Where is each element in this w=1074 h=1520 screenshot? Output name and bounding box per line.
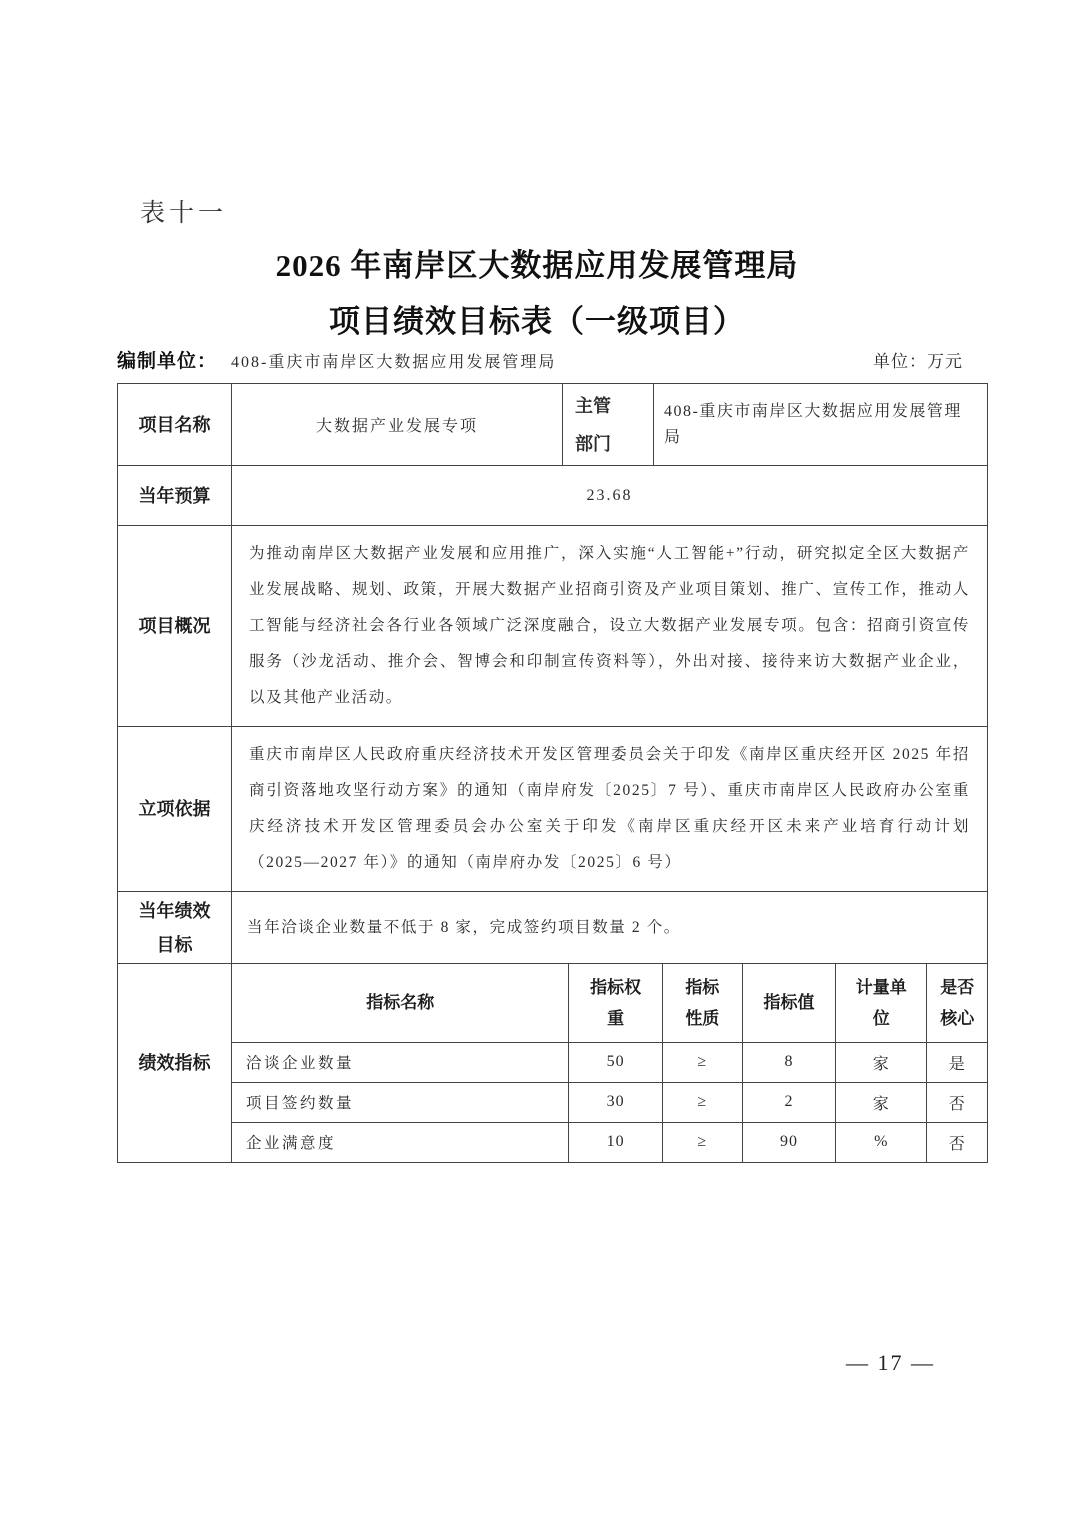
row-basis bbox=[118, 727, 988, 892]
indicator-nature: ≥ bbox=[662, 1082, 742, 1122]
header-indicator-name: 指标名称 bbox=[232, 964, 569, 1042]
row-annual-target bbox=[118, 892, 988, 964]
header-indicator-nature: 指标性质 bbox=[662, 964, 742, 1042]
overview-text: 为推动南岸区大数据产业发展和应用推广，深入实施“人工智能+”行动，研究拟定全区大数据产业发展战略、规划、政策，开展大数据产业招商引资及产业项目策划、推广、宣传工作，推动人工智能与经济社会各行业各领域广泛深度融合，设立大数据产业发展专项。包含：招商引资宣传服务（沙龙活动、推介会、智博会和印制宣传资料等），外出对接、接待来访大数据产业企业，以及其他产业活动。 bbox=[232, 526, 988, 727]
meta-row bbox=[117, 346, 963, 373]
dept-label-cell bbox=[563, 384, 654, 466]
table-sequence-label: 表十一 bbox=[140, 200, 228, 227]
row-overview bbox=[118, 526, 988, 727]
project-name-label-cell bbox=[118, 384, 232, 466]
overview-label-cell bbox=[118, 526, 232, 727]
annual-target-text: 当年洽谈企业数量不低于 8 家，完成签约项目数量 2 个。 bbox=[232, 892, 988, 964]
indicator-unit: 家 bbox=[836, 1082, 927, 1122]
annual-target-label-cell bbox=[118, 892, 232, 964]
indicator-core: 否 bbox=[927, 1122, 987, 1162]
document-title-line1: 2026 年南岸区大数据应用发展管理局 bbox=[275, 248, 799, 283]
row-project-name bbox=[118, 384, 988, 466]
overview-label: 项目概况 bbox=[138, 616, 211, 636]
performance-target-table bbox=[117, 383, 988, 1163]
project-name-value: 大数据产业发展专项 bbox=[232, 384, 563, 466]
indicators-label: 绩效指标 bbox=[138, 1053, 211, 1073]
indicator-name: 洽谈企业数量 bbox=[232, 1042, 569, 1082]
header-indicator-value: 指标值 bbox=[742, 964, 835, 1042]
indicator-value: 2 bbox=[742, 1082, 835, 1122]
page-number: — 17 — bbox=[846, 1350, 935, 1375]
indicator-unit: 家 bbox=[836, 1042, 927, 1082]
header-indicator-weight: 指标权重 bbox=[569, 964, 662, 1042]
indicators-table-cell bbox=[232, 964, 988, 1163]
indicator-header-row bbox=[232, 964, 987, 1042]
indicator-name: 项目签约数量 bbox=[232, 1082, 569, 1122]
indicator-unit: % bbox=[836, 1122, 927, 1162]
budget-value: 23.68 bbox=[232, 466, 988, 526]
prepared-by-label: 编制单位： bbox=[117, 351, 218, 372]
indicator-weight: 30 bbox=[569, 1082, 662, 1122]
header-measure-unit: 计量单位 bbox=[836, 964, 927, 1042]
indicator-row bbox=[232, 1122, 987, 1162]
indicator-core: 否 bbox=[927, 1082, 987, 1122]
unit-label: 单位：万元 bbox=[873, 352, 963, 371]
basis-label: 立项依据 bbox=[138, 799, 211, 819]
indicators-label-cell bbox=[118, 964, 232, 1163]
dept-label: 主管部门 bbox=[575, 395, 611, 454]
annual-target-label: 当年绩效目标 bbox=[138, 900, 211, 955]
basis-text: 重庆市南岸区人民政府重庆经济技术开发区管理委员会关于印发《南岸区重庆经开区 2025 年招商引资落地攻坚行动方案》的通知（南岸府发〔2025〕7 号）、重庆市南岸区人民政府办公室重庆经济技术开发区管理委员会办公室关于印发《南岸区重庆经开区未来产业培育行动计划（2025—2027 年）》的通知（南岸府办发〔2025〕6 号） bbox=[232, 727, 988, 892]
budget-label: 当年预算 bbox=[138, 485, 211, 506]
indicator-value: 8 bbox=[742, 1042, 835, 1082]
header-is-core: 是否核心 bbox=[927, 964, 987, 1042]
indicator-table bbox=[232, 964, 987, 1162]
indicator-core: 是 bbox=[927, 1042, 987, 1082]
basis-label-cell bbox=[118, 727, 232, 892]
indicator-nature: ≥ bbox=[662, 1042, 742, 1082]
indicator-value: 90 bbox=[742, 1122, 835, 1162]
prepared-by-value: 408-重庆市南岸区大数据应用发展管理局 bbox=[231, 354, 557, 371]
indicator-weight: 10 bbox=[569, 1122, 662, 1162]
row-budget bbox=[118, 466, 988, 526]
prepared-by bbox=[117, 346, 556, 373]
row-indicators bbox=[118, 964, 988, 1163]
budget-label-cell bbox=[118, 466, 232, 526]
indicator-nature: ≥ bbox=[662, 1122, 742, 1162]
indicator-name: 企业满意度 bbox=[232, 1122, 569, 1162]
dept-value: 408-重庆市南岸区大数据应用发展管理局 bbox=[654, 384, 988, 466]
document-title bbox=[114, 238, 960, 350]
project-name-label: 项目名称 bbox=[138, 414, 211, 435]
indicator-weight: 50 bbox=[569, 1042, 662, 1082]
indicator-row bbox=[232, 1042, 987, 1082]
indicator-row bbox=[232, 1082, 987, 1122]
document-title-line2: 项目绩效目标表（一级项目） bbox=[329, 304, 745, 339]
